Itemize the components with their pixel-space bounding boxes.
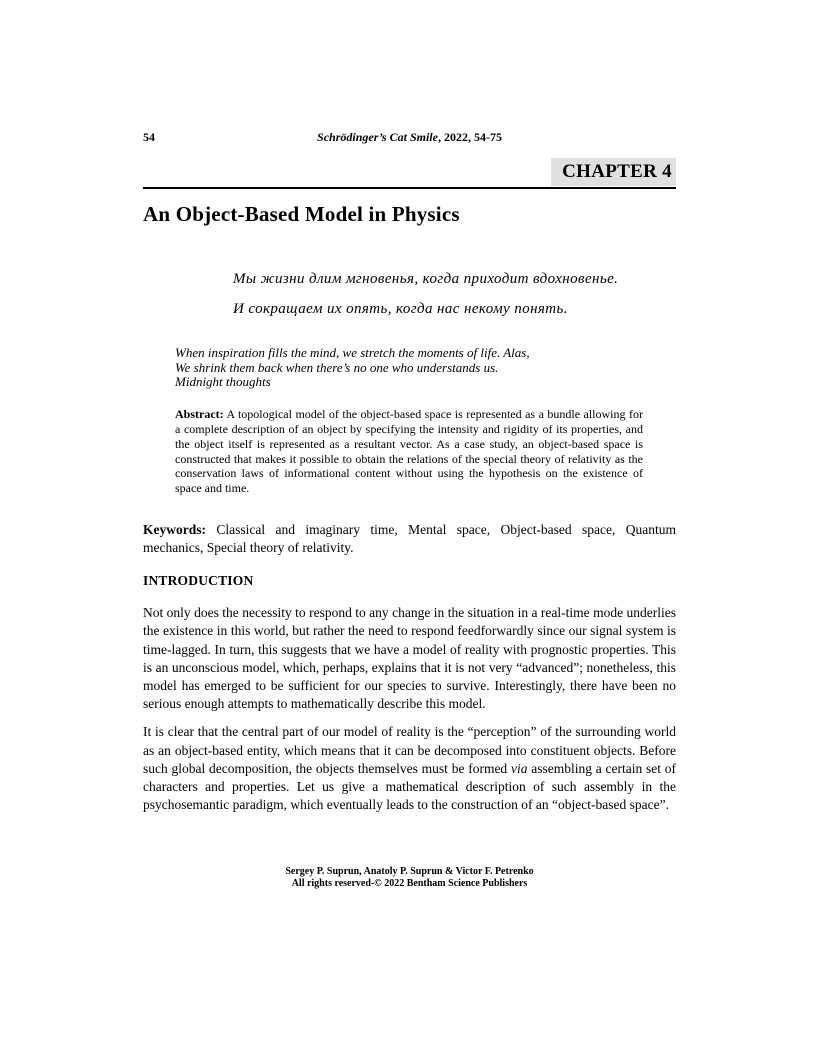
chapter-banner — [143, 158, 676, 189]
abstract — [175, 407, 643, 496]
footer-rights: All rights reserved-© 2022 Bentham Science Publishers — [291, 877, 528, 889]
epigraph-line-1: When inspiration fills the mind, we stretch the moments of life. Alas, — [175, 345, 530, 360]
page-content — [143, 130, 676, 889]
abstract-text: A topological model of the object-based space is represented as a bundle allowing for a complete description of an object by specifying the intensity and rigidity of its properties, and the object itself is represented as a resultant vector. As a case study, an object-based space is constructed that makes it possible to obtain the relations of the special theory of relativity as the conservation laws of informational content without using the hypothesis on the existence of space and time. — [175, 406, 643, 496]
epigraph-translation — [175, 346, 676, 390]
epigraph-attribution: Midnight thoughts — [175, 374, 271, 390]
paragraph-2-text-before: It is clear that the central part of our model of reality is the “perception” of the surrounding world as an object-based entity, which means that it can be decomposed into constituent objects. Before such global decomposition, the objects themselves must be formed — [143, 724, 676, 776]
paragraph-2 — [143, 723, 676, 814]
chapter-title: An Object-Based Model in Physics — [143, 202, 460, 226]
paragraph-2-via-italic: via — [510, 760, 528, 776]
running-header — [143, 130, 676, 145]
running-title — [143, 130, 676, 145]
keywords-text: Classical and imaginary time, Mental space, Object-based space, Quantum mechanics, Special theory of relativity. — [143, 522, 676, 555]
journal-meta: , 2022, 54-75 — [437, 130, 502, 144]
russian-epigraph-line-2: И сокращаем их опять, когда нас некому понять. — [233, 301, 568, 317]
footer-authors: Sergey P. Suprun, Anatoly P. Suprun & Victor F. Petrenko — [285, 866, 534, 877]
epigraph-line-2: We shrink them back when there’s no one who understands us. — [175, 359, 499, 375]
russian-epigraph — [233, 264, 676, 324]
keywords-label: Keywords: — [143, 522, 206, 538]
russian-epigraph-line-1: Мы жизни длим мгновенья, когда приходит вдохновенье. — [233, 271, 619, 287]
page-footer — [143, 866, 676, 889]
abstract-label: Abstract: — [175, 406, 224, 421]
paragraph-1: Not only does the necessity to respond to any change in the situation in a real-time mode underlies the existence in this world, but rather the need to respond feedforwardly since our signal system is time-lagged. In turn, this suggests that we have a model of reality with prognostic properties. This is an unconscious model, which, perhaps, explains that it is not very “advanced”; nonetheless, this model has emerged to be sufficient for our species to survive. Interestingly, there have been no serious enough attempts to mathematically describe this model. — [143, 605, 676, 712]
keywords — [143, 521, 676, 556]
chapter-label: CHAPTER 4 — [551, 158, 676, 186]
paragraph-2-text-after: assembling a certain set of characters and properties. Let us give a mathematical description of such assembly in the psychosemantic paradigm, which eventually leads to the construction of an “object-based space”. — [143, 760, 676, 813]
section-heading-introduction: INTRODUCTION — [143, 573, 254, 589]
journal-title: Schrödinger’s Cat Smile — [317, 130, 438, 144]
page-number: 54 — [143, 130, 155, 144]
